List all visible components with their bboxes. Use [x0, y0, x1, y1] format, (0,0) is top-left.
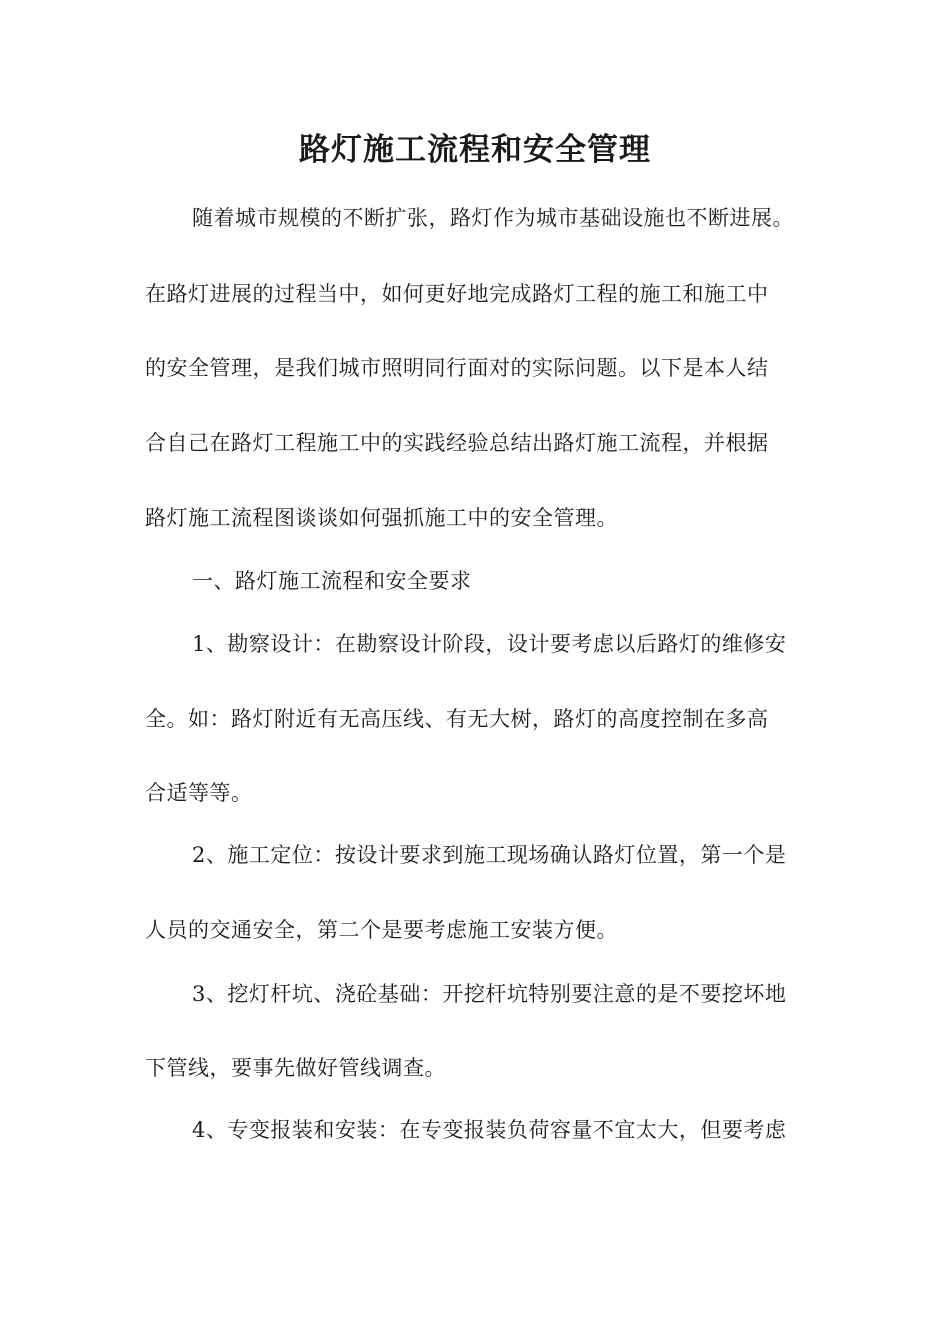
paragraph-line: 合自己在路灯工程施工中的实践经验总结出路灯施工流程，并根据	[145, 431, 769, 455]
paragraph-line: 在路灯进展的过程当中，如何更好地完成路灯工程的施工和施工中	[145, 282, 769, 306]
paragraph-line: 1、勘察设计：在勘察设计阶段，设计要考虑以后路灯的维修安	[192, 632, 787, 656]
paragraph-line: 4、专变报装和安装：在专变报装负荷容量不宜太大，但要考虑	[192, 1118, 787, 1142]
paragraph-line: 下管线，要事先做好管线调查。	[145, 1056, 446, 1080]
paragraph-line: 全。如：路灯附近有无高压线、有无大树，路灯的高度控制在多高	[145, 707, 769, 731]
section-heading: 一、路灯施工流程和安全要求	[192, 569, 472, 593]
paragraph-line: 人员的交通安全，第二个是要考虑施工安装方便。	[145, 918, 618, 942]
paragraph-line: 路灯施工流程图谈谈如何强抓施工中的安全管理。	[145, 506, 618, 530]
paragraph-line: 2、施工定位：按设计要求到施工现场确认路灯位置，第一个是	[192, 843, 787, 867]
paragraph-line: 随着城市规模的不断扩张，路灯作为城市基础设施也不断进展。	[192, 206, 794, 230]
paragraph-line: 3、挖灯杆坑、浇砼基础：开挖杆坑特别要注意的是不要挖坏地	[192, 982, 787, 1006]
document-title: 路灯施工流程和安全管理	[299, 132, 651, 168]
paragraph-line: 合适等等。	[145, 781, 253, 805]
paragraph-line: 的安全管理，是我们城市照明同行面对的实际问题。以下是本人结	[145, 356, 769, 380]
